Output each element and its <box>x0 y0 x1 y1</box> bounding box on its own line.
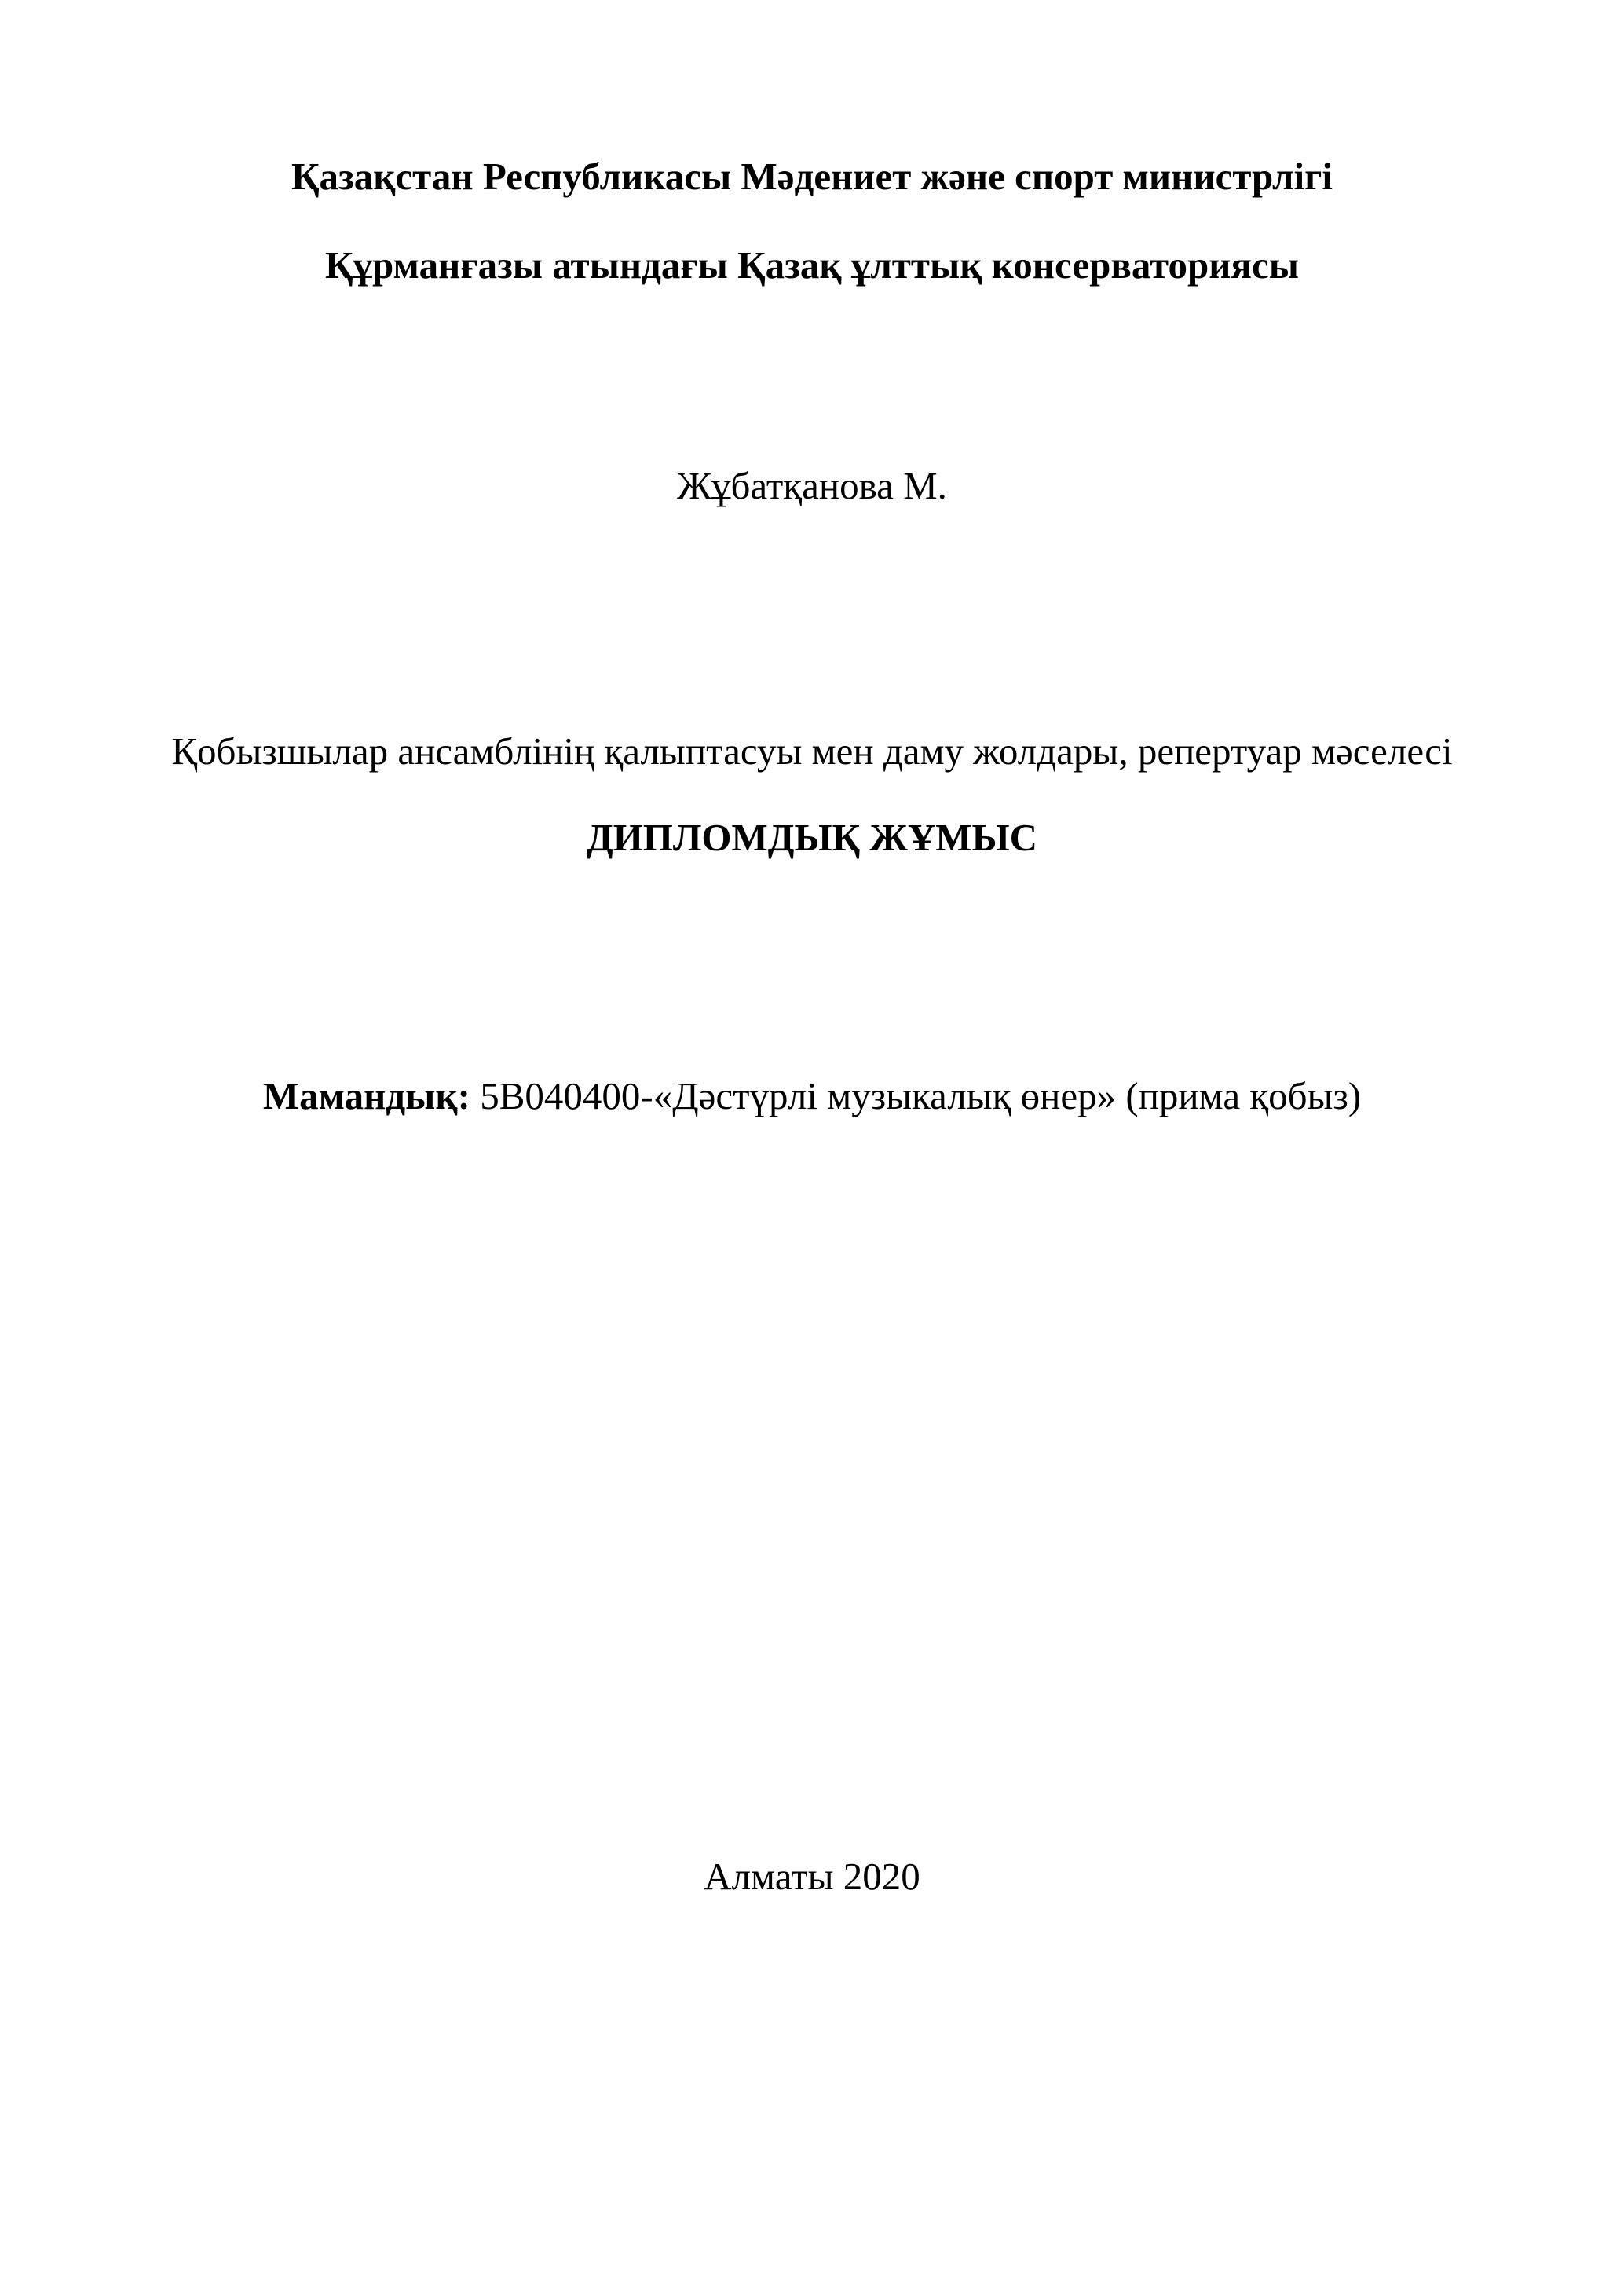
specialty-label: Мамандық: <box>262 1074 470 1117</box>
specialty-value: 5В040400-«Дәстүрлі музыкалық өнер» (прима қобыз) <box>470 1074 1362 1117</box>
author-name: Жұбатқанова М. <box>677 464 947 507</box>
work-type-heading: ДИПЛОМДЫҚ ЖҰМЫС <box>586 816 1037 859</box>
specialty-line <box>0 1074 1624 1118</box>
place-and-year: Алматы 2020 <box>704 1855 920 1898</box>
thesis-topic: Қобызшылар ансамблінің қалыптасуы мен даму жолдары, репертуар мәселесі <box>171 729 1453 773</box>
conservatory-heading: Құрманғазы атындағы Қазақ ұлттық консерваториясы <box>325 243 1299 287</box>
ministry-heading: Қазақстан Республикасы Мәдениет және спорт министрлігі <box>291 155 1333 198</box>
